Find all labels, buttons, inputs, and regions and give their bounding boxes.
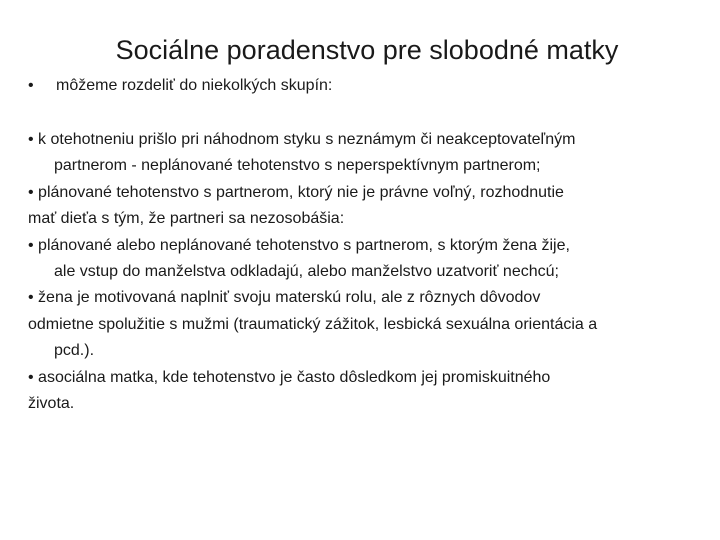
slide-title: Sociálne poradenstvo pre slobodné matky xyxy=(115,35,619,65)
list-line: ale vstup do manželstva odkladajú, alebo manželstvo uzatvoriť nechcú; xyxy=(54,263,559,281)
list-line: • plánované tehotenstvo s partnerom, ktorý nie je právne voľný, rozhodnutie xyxy=(28,183,564,201)
list-line: • plánované alebo neplánované tehotenstvo s partnerom, s ktorým žena žije, xyxy=(28,236,570,254)
list-line: pcd.). xyxy=(54,342,95,360)
list-line: partnerom - neplánované tehotenstvo s neperspektívnym partnerom; xyxy=(54,157,541,175)
bullet-icon: • xyxy=(28,77,34,94)
list-line: • k otehotneniu prišlo pri náhodnom styku s neznámym či neakceptovateľným xyxy=(28,131,576,148)
list-line: • asociálna matka, kde tehotenstvo je často dôsledkom jej promiskuitného xyxy=(28,368,551,386)
intro-bullet-item xyxy=(28,75,332,97)
intro-text: môžeme rozdeliť do niekolkých skupín: xyxy=(56,77,333,94)
bullet-list xyxy=(28,127,712,417)
list-line: mať dieťa s tým, že partneri sa nezosobášia: xyxy=(28,210,345,228)
list-line: odmietne spolužitie s mužmi (traumatický zážitok, lesbická sexuálna orientácia a xyxy=(28,315,598,333)
list-line: života. xyxy=(28,395,75,413)
list-line: • žena je motivovaná naplniť svoju materskú rolu, ale z rôznych dôvodov xyxy=(28,289,541,307)
